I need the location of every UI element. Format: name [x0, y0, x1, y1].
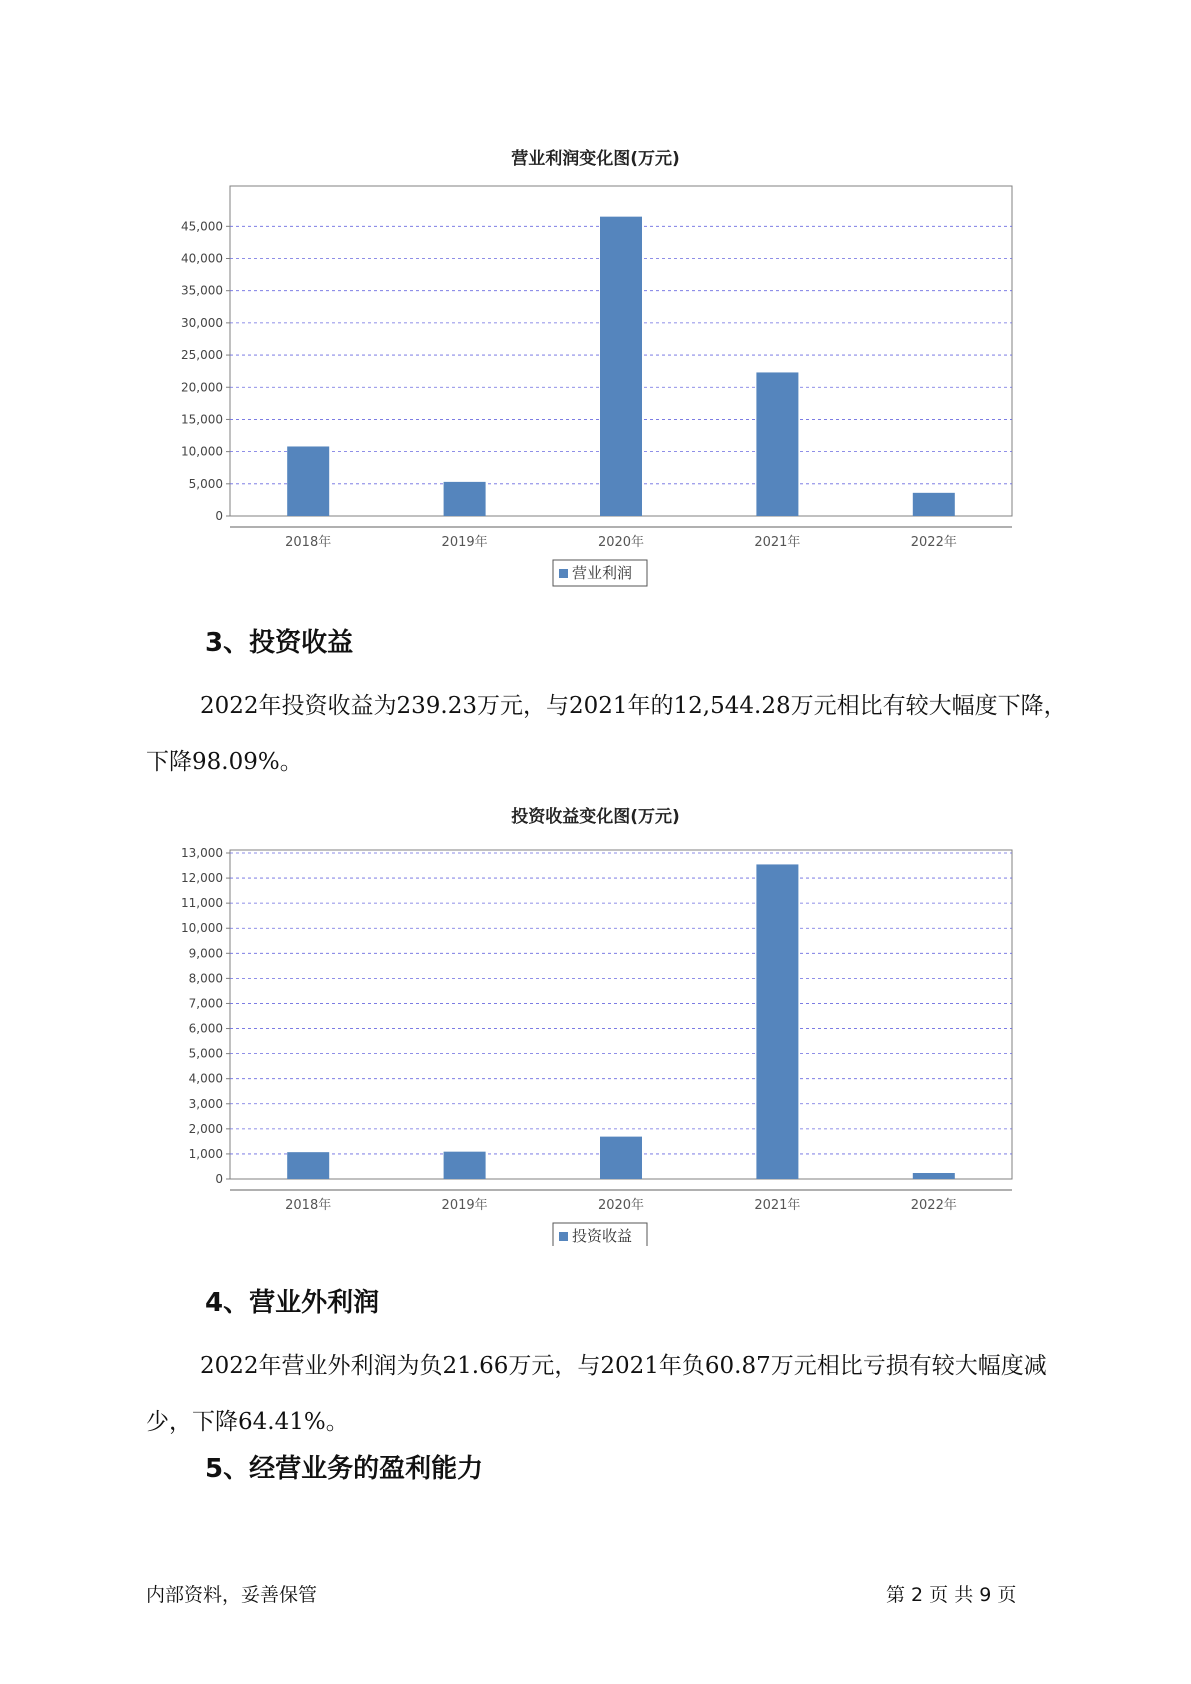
- bar: [600, 1137, 642, 1179]
- legend-swatch: [559, 569, 568, 578]
- y-tick-label: 1,000: [188, 1146, 223, 1161]
- section-5-heading: 5、经营业务的盈利能力: [205, 1454, 484, 1484]
- bar: [287, 446, 329, 516]
- y-tick-label: 15,000: [181, 412, 223, 427]
- section-3-paragraph: [146, 678, 1076, 790]
- x-tick-label: 2018年: [285, 1198, 332, 1213]
- x-tick-label: 2020年: [597, 535, 645, 550]
- bar: [287, 1152, 329, 1179]
- legend-label: 营业利润: [572, 564, 633, 582]
- y-tick-label: 10,000: [181, 444, 223, 459]
- legend: [553, 560, 647, 586]
- x-tick-label: 2021年: [754, 1198, 801, 1213]
- y-tick-label: 20,000: [181, 380, 223, 395]
- y-tick-label: 4,000: [188, 1071, 223, 1086]
- bar: [600, 217, 642, 516]
- bar: [913, 493, 955, 516]
- bar: [913, 1173, 955, 1179]
- operating-profit-chart: [0, 170, 1191, 590]
- bar: [756, 864, 798, 1179]
- bar: [756, 372, 798, 516]
- y-tick-label: 10,000: [181, 921, 223, 936]
- section-3-text: 2022年投资收益为239.23万元，与2021年的12,544.28万元相比有较大幅度下降，下降98.09%。: [146, 693, 1067, 775]
- investment-income-chart: [0, 826, 1191, 1246]
- y-tick-label: 6,000: [188, 1021, 223, 1036]
- section-4-text: 2022年营业外利润为负21.66万元，与2021年负60.87万元相比亏损有较大幅度减少，下降64.41%。: [146, 1353, 1047, 1435]
- section-3-heading: 3、投资收益: [205, 628, 354, 658]
- bar: [444, 1152, 486, 1179]
- legend-label: 投资收益: [572, 1227, 633, 1245]
- legend: [553, 1223, 647, 1246]
- footer-page-number: 第 2 页 共 9 页: [886, 1584, 1017, 1606]
- y-tick-label: 0: [215, 509, 223, 523]
- section-4-heading: 4、营业外利润: [205, 1288, 380, 1318]
- plot-area: [230, 850, 1012, 1179]
- y-tick-label: 45,000: [181, 219, 223, 234]
- y-tick-label: 35,000: [181, 283, 223, 298]
- y-tick-label: 25,000: [181, 348, 223, 363]
- y-tick-label: 5,000: [188, 1046, 223, 1061]
- legend-swatch: [559, 1232, 568, 1241]
- chart-1-title: 营业利润变化图(万元): [511, 149, 680, 169]
- y-tick-label: 3,000: [188, 1096, 223, 1111]
- y-tick-label: 5,000: [188, 476, 223, 491]
- y-tick-label: 7,000: [188, 996, 223, 1011]
- y-tick-label: 11,000: [181, 896, 223, 911]
- y-tick-label: 12,000: [181, 871, 223, 886]
- y-tick-label: 13,000: [181, 846, 223, 860]
- bar: [444, 482, 486, 516]
- x-tick-label: 2019年: [441, 1198, 488, 1213]
- x-tick-label: 2022年: [910, 1198, 957, 1213]
- footer-confidential-note: 内部资料，妥善保管: [146, 1584, 318, 1606]
- y-tick-label: 9,000: [188, 946, 223, 961]
- y-tick-label: 30,000: [181, 315, 223, 330]
- y-tick-label: 40,000: [181, 251, 223, 266]
- x-tick-label: 2018年: [285, 535, 332, 550]
- x-tick-label: 2021年: [754, 535, 801, 550]
- y-tick-label: 8,000: [188, 971, 223, 986]
- x-tick-label: 2020年: [597, 1198, 645, 1213]
- chart-2-title: 投资收益变化图(万元): [511, 807, 680, 827]
- x-tick-label: 2022年: [910, 535, 957, 550]
- section-4-paragraph: [146, 1338, 1076, 1450]
- x-tick-label: 2019年: [441, 535, 488, 550]
- y-tick-label: 0: [215, 1172, 223, 1186]
- y-tick-label: 2,000: [188, 1121, 223, 1136]
